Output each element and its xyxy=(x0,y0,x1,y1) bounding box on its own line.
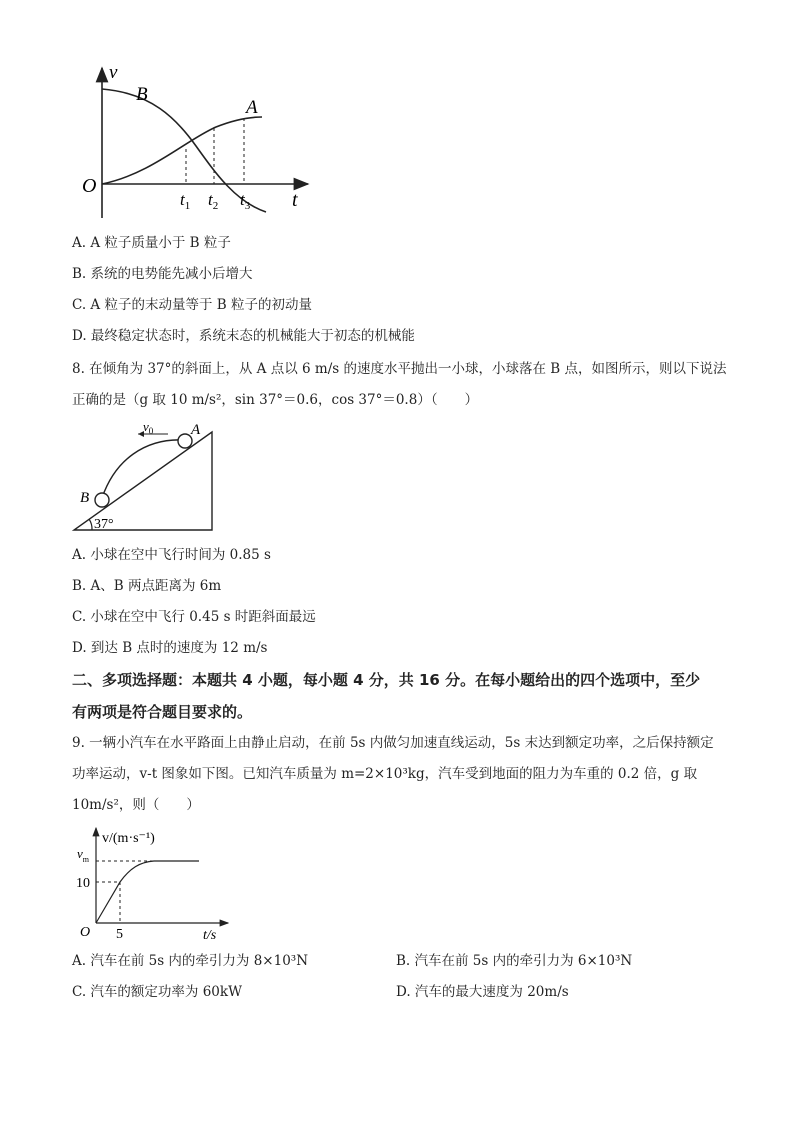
car-vt-graph xyxy=(72,824,232,944)
q9-option-c: C. 汽车的额定功率为 60kW xyxy=(72,984,242,1000)
label-t3: $t_3$ xyxy=(240,190,251,212)
label-point-B: B xyxy=(80,490,90,506)
label-ylabel: v/(m·s⁻¹) xyxy=(102,831,155,846)
q7-option-b: B. 系统的电势能先减小后增大 xyxy=(72,266,253,282)
q9-stem-line3: 10m/s²，则（ ） xyxy=(72,797,200,813)
label-xlabel: t/s xyxy=(203,928,217,943)
q9-option-b: B. 汽车在前 5s 内的牵引力为 6×10³N xyxy=(396,953,633,969)
label-v0: $v_0$ xyxy=(143,420,154,436)
label-point-A: A xyxy=(191,422,201,438)
q9-stem-line2: 功率运动，v-t 图象如下图。已知汽车质量为 m=2×10³kg，汽车受到地面的阻力为车重的 0.2 倍，g 取 xyxy=(72,766,698,782)
label-10: 10 xyxy=(76,876,90,891)
q8-option-d: D. 到达 B 点时的速度为 12 m/s xyxy=(72,640,268,656)
label-5: 5 xyxy=(116,927,123,942)
q9-option-d: D. 汽车的最大速度为 20m/s xyxy=(396,984,569,1000)
label-vm: $v_m$ xyxy=(77,846,90,864)
label-t2: $t_2$ xyxy=(208,190,219,212)
q8-option-b: B. A、B 两点距离为 6m xyxy=(72,578,222,594)
q8-option-a: A. 小球在空中飞行时间为 0.85 s xyxy=(72,547,271,563)
q7-option-c: C. A 粒子的末动量等于 B 粒子的初动量 xyxy=(72,297,312,313)
q8-stem-line2: 正确的是（g 取 10 m/s²，sin 37°＝0.6，cos 37°＝0.8）（ ） xyxy=(72,392,479,408)
label-origin: O xyxy=(80,925,91,940)
q9-option-a: A. 汽车在前 5s 内的牵引力为 8×10³N xyxy=(72,953,309,969)
label-angle: 37° xyxy=(94,517,114,532)
label-B: B xyxy=(136,84,148,105)
section2-heading-line2: 有两项是符合题目要求的。 xyxy=(72,703,253,721)
vt-graph-particles xyxy=(76,60,316,220)
incline-triangle xyxy=(74,432,212,530)
section2-heading-line1: 二、多项选择题：本题共 4 小题，每小题 4 分，共 16 分。在每小题给出的四个选项中，至少 xyxy=(72,671,701,689)
q7-option-a: A. A 粒子质量小于 B 粒子 xyxy=(72,235,231,251)
velocity-curve xyxy=(96,861,199,923)
q7-option-d: D. 最终稳定状态时，系统末态的机械能大于初态的机械能 xyxy=(72,328,415,344)
q9-stem-line1: 9. 一辆小汽车在水平路面上由静止启动，在前 5s 内做匀加速直线运动，5s 末达到额定功率，之后保持额定 xyxy=(72,735,714,751)
q8-stem-line1: 8. 在倾角为 37°的斜面上，从 A 点以 6 m/s 的速度水平抛出一小球，小球落在 B 点，如图所示，则以下说法 xyxy=(72,361,727,377)
label-v: v xyxy=(109,62,118,83)
ball-A xyxy=(178,434,192,448)
label-origin: O xyxy=(82,175,97,197)
label-A: A xyxy=(246,97,258,118)
label-t: t xyxy=(292,189,298,211)
curve-A xyxy=(102,117,262,184)
angle-arc xyxy=(89,519,92,530)
label-t1: $t_1$ xyxy=(180,190,191,212)
q8-option-c: C. 小球在空中飞行 0.45 s 时距斜面最远 xyxy=(72,609,316,625)
ball-B xyxy=(95,493,109,507)
trajectory xyxy=(102,440,184,498)
incline-projectile-figure xyxy=(70,420,220,535)
